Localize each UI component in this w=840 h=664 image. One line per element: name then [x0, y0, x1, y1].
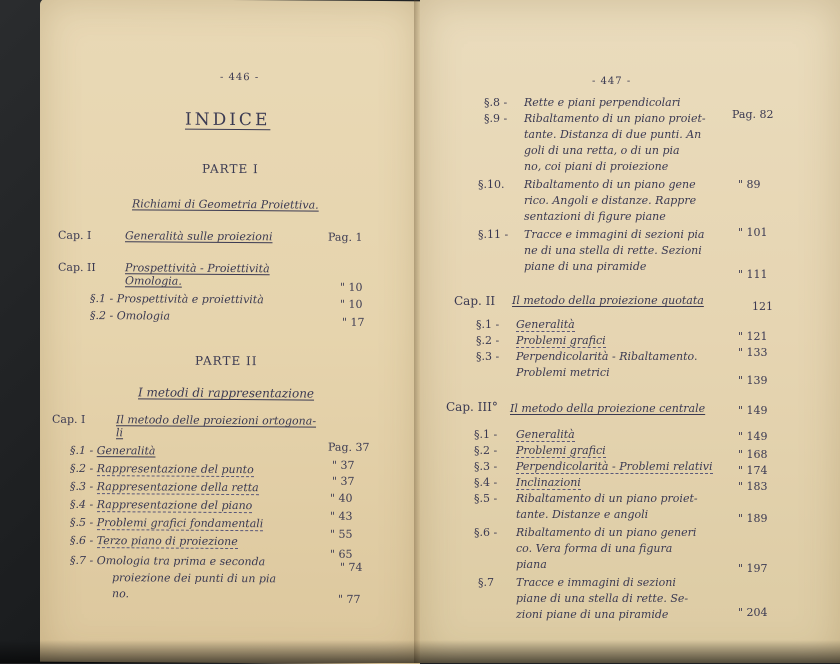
- cap1-page: Pag. 1: [328, 230, 363, 244]
- cap2-title-page: " 10: [340, 280, 363, 294]
- right-cap3-title: Il metodo della proiezione centrale: [510, 402, 706, 415]
- cap1-label: Cap. I: [58, 228, 92, 243]
- left-item-text: Rappresentazione del punto: [96, 462, 254, 477]
- right-cap3-text: Perpendicolarità - Problemi relativi: [516, 460, 713, 473]
- right-cap2-page: 121: [752, 300, 773, 313]
- cap2-s2-page: " 17: [342, 315, 365, 329]
- left-item-text: Terzo piano di proiezione: [96, 534, 238, 549]
- right-cap3-page: " 149: [738, 404, 768, 417]
- right-cap2-page: " 121: [738, 330, 768, 343]
- cap2-s2: §.2 - Omologia: [90, 309, 171, 323]
- right-cap3-sec: §.4 -: [474, 476, 498, 489]
- left-page: [40, 0, 420, 664]
- right-cap3-text: Tracce e immagini di sezioni: [516, 576, 676, 589]
- right-cap2-sec: §.1 -: [476, 318, 500, 331]
- left-item-text: Rappresentazione del piano: [96, 498, 253, 513]
- parte2-subtitle: I metodi di rappresentazione: [138, 385, 315, 401]
- right-cap2-title: Il metodo della proiezione quotata: [512, 294, 704, 307]
- left-item-page: " 40: [330, 491, 353, 505]
- left-item-page: " 65: [330, 547, 353, 561]
- left-item-page: " 37: [332, 474, 355, 488]
- cap2-s1-page: " 10: [340, 297, 363, 311]
- right-cap3-sec: §.5 -: [474, 492, 498, 505]
- right-cap2-page: " 133: [738, 346, 768, 359]
- right-cap3-sec: §.6 -: [474, 526, 498, 539]
- cap1-title: Generalità sulle proiezioni: [125, 229, 273, 244]
- parte2-heading: PARTE II: [195, 353, 258, 369]
- right-line-page: " 89: [738, 178, 761, 191]
- s7-page: " 77: [338, 592, 361, 606]
- right-cap3-sec: §.2 -: [474, 444, 498, 457]
- right-cap3-page: " 168: [738, 448, 768, 461]
- right-line-text: tante. Distanza di due punti. An: [524, 128, 702, 141]
- right-line-text: Tracce e immagini di sezioni pia: [524, 228, 705, 241]
- right-cap3-text: tante. Distanze e angoli: [516, 508, 649, 521]
- right-line-sec: §.11 -: [478, 228, 509, 241]
- right-cap3-page: " 149: [738, 430, 768, 443]
- right-cap3-text: piana: [516, 558, 547, 571]
- left-item-page: " 43: [330, 509, 353, 523]
- left-item-text: Rappresentazione della retta: [96, 480, 259, 495]
- left-item-text: Generalità: [96, 444, 156, 458]
- right-cap3-page: " 197: [738, 562, 768, 575]
- cap2-title-a: Prospettività - Proiettività: [125, 261, 270, 276]
- right-cap3-text: Ribaltamento di un piano generi: [516, 526, 697, 539]
- right-cap3-text: Generalità: [516, 428, 575, 441]
- parte1-subtitle: Richiami di Geometria Proiettiva.: [132, 197, 319, 212]
- left-item-text: Omologia tra prima e seconda: [96, 554, 266, 569]
- left-item-sec: §.6 -: [70, 533, 94, 548]
- right-line-text: Rette e piani perpendicolari: [524, 96, 681, 109]
- right-line-page: " 101: [738, 226, 768, 239]
- left-item-sec: §.5 -: [70, 515, 94, 530]
- right-cap3-sec: §.1 -: [474, 428, 498, 441]
- capI-page: Pag. 37: [328, 440, 370, 454]
- left-item: [70, 444, 155, 458]
- right-line-text: no, coi piani di proiezione: [524, 160, 669, 173]
- index-title: INDICE: [185, 109, 271, 131]
- right-cap3-sec: §.3 -: [474, 460, 498, 473]
- left-item-sec: §.7 -: [70, 553, 94, 568]
- left-item-sec: §.3 -: [70, 479, 94, 494]
- left-page-number: - 446 -: [220, 71, 260, 84]
- right-line-text: ne di una stella di rette. Sezioni: [524, 244, 702, 257]
- right-line-page: Pag. 82: [732, 108, 774, 121]
- left-item-page: " 55: [330, 527, 353, 541]
- left-item-sec: §.1 -: [70, 443, 94, 458]
- capI-title-b: li: [116, 426, 124, 440]
- bottom-shadow: [0, 640, 840, 663]
- right-line-text: Ribaltamento di un piano gene: [524, 178, 696, 191]
- left-item-text: Problemi grafici fondamentali: [96, 516, 264, 531]
- right-cap3-text: Ribaltamento di un piano proiet-: [516, 492, 698, 505]
- left-item: [70, 480, 259, 494]
- right-cap3-sec: §.7: [478, 576, 494, 589]
- right-line-page: " 111: [738, 268, 768, 281]
- right-line-sec: §.8 -: [484, 96, 508, 109]
- left-item-page: " 37: [332, 458, 355, 472]
- s7-line3: no.: [112, 587, 130, 601]
- right-cap3-page: " 183: [738, 480, 768, 493]
- right-page: [420, 0, 840, 663]
- right-cap2-text: Perpendicolarità - Ribaltamento.: [516, 350, 698, 363]
- right-cap2-text: Generalità: [516, 318, 575, 331]
- right-cap3-page: " 204: [738, 606, 768, 619]
- right-cap3-text: co. Vera forma di una figura: [516, 542, 673, 555]
- cap2-s1: §.1 - Prospettività e proiettività: [90, 292, 264, 307]
- left-item: [70, 516, 263, 530]
- right-cap2-text: Problemi metrici: [516, 366, 610, 379]
- right-cap2-label: Cap. II: [454, 294, 496, 308]
- right-cap3-label: Cap. III°: [446, 400, 498, 414]
- parte1-heading: PARTE I: [202, 161, 259, 177]
- cap2-title-b: Omologia.: [125, 274, 182, 288]
- left-item-sec: §.2 -: [70, 461, 94, 476]
- right-line-text: rico. Angoli e distanze. Rappre: [524, 194, 697, 207]
- right-line-sec: §.9 -: [484, 112, 508, 125]
- right-line-text: goli di una retta, o di un pia: [524, 144, 680, 157]
- right-line-sec: §.10.: [478, 178, 505, 191]
- right-page-number: - 447 -: [592, 76, 632, 87]
- capI-label: Cap. I: [52, 412, 86, 426]
- s7-line2: proiezione dei punti di un pia: [112, 571, 277, 586]
- left-item: [70, 554, 265, 568]
- right-line-text: sentazioni di figure piane: [524, 210, 666, 223]
- right-line-text: piane di una piramide: [524, 260, 647, 273]
- cap2-label: Cap. II: [58, 260, 96, 275]
- right-cap3-text: Problemi grafici: [516, 444, 606, 457]
- left-item: [70, 462, 254, 476]
- capI-title-a: Il metodo delle proiezioni ortogona-: [116, 413, 317, 428]
- right-line-text: Ribaltamento di un piano proiet-: [524, 112, 706, 125]
- left-item: [70, 498, 252, 512]
- right-cap2-page: " 139: [738, 374, 768, 387]
- right-cap2-sec: §.2 -: [476, 334, 500, 347]
- right-cap3-text: Inclinazioni: [516, 476, 581, 489]
- right-cap2-sec: §.3 -: [476, 350, 500, 363]
- left-item-page: " 74: [340, 560, 363, 574]
- right-cap3-page: " 189: [738, 512, 768, 525]
- left-item-sec: §.4 -: [70, 497, 94, 512]
- right-cap2-text: Problemi grafici: [516, 334, 606, 347]
- right-cap3-text: zioni piane di una piramide: [516, 608, 669, 621]
- right-cap3-page: " 174: [738, 464, 768, 477]
- right-cap3-text: piane di una stella di rette. Se-: [516, 592, 689, 605]
- left-item: [70, 534, 238, 548]
